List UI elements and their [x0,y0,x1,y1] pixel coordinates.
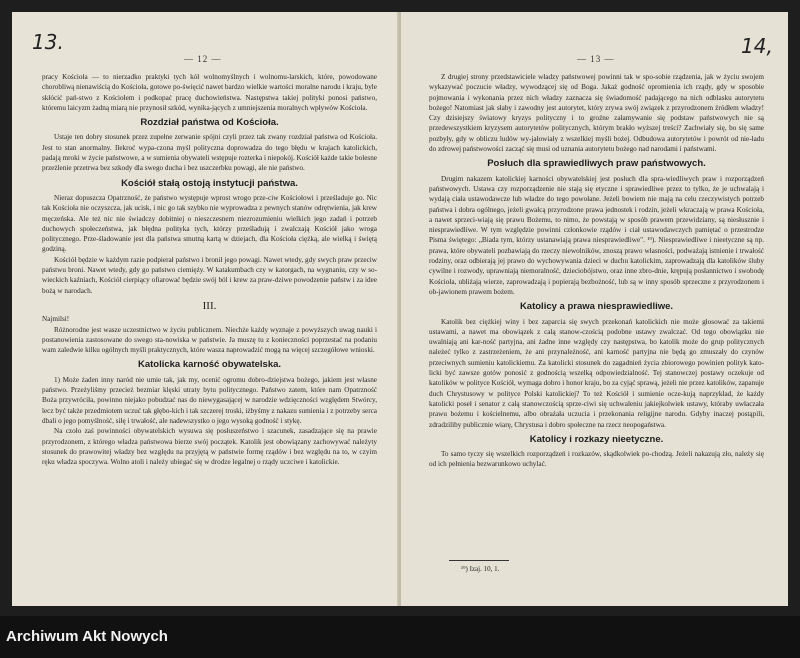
page-number: — 12 — [184,54,222,64]
paragraph: To samo tyczy się wszelkich rozporządzeń i rozkazów, skądkolwiek po-chodzą. Jeżeli nakazują zło, należy się od ich pełnienia bezwarunkowo uchylać. [429,450,764,469]
paragraph: Ustaje ten dobry stosunek przez zupełne zerwanie spójni czyli przez tak zwany rozdział państwa od Kościoła. Jest to stan anormalny. Ilekroć wypa-czona myśl polityczna doprowadza do tego błędu w krajach katolickich, padają mroki w życie państwowe, a w sumienia obywateli wstępuje rozterka i niepokój. Kościół każde takie bolesne przeżlenie przetrwa bez szkody dla swego ducha i bez uszczerbku powagi, ale nie państwo. [42,133,377,173]
section-heading: Kościół stałą ostoją instytucji państwa. [121,177,298,189]
page-number: — 13 — [577,54,615,64]
section-heading: Katolicy i rozkazy nieetyczne. [529,433,664,445]
paragraph: Różnorodne jest wasze uczestnictwo w życiu publicznem. Niechże każdy wyznaje z powyższych uwag nauki i postanowienia zastosowane do swego sta-nowiska w państwie. Ja muszę tu z konieczności poprzestać na podaniu wam zaledwie kilku ogólnych myśli praktycznych, które wasza naprowadzić mogą na więcej szczegółowe wnioski. [42,325,377,355]
paragraph: Z drugiej strony przedstawiciele władzy państwowej powinni tak w spo-sobie rządzenia, jak w życiu swojem wykazywać poczucie władzy, wywodzącej się od Boga. Jakaż godność opromienia ich rządy, gdy w sposobie pojmowania i wykonania przez nich władzy zaznacza się świadomość padającego na nich odblasku autorytetu bożego! Natomiast jak słaby i zawodny jest autorytet, który zrywa swój związek z przyrodzonem źródłem władzy! Czy dzisiejszy światowy kryzys polityczny i to groźne załamywanie się podstaw państwowych nie są przedewszystkiem kryzysem autorytetów politycznych, którym brakło wyższej treści? Zachwiały się, bo się same pozbyły, gdy w obliczu ludów wy-jałowiały z wszelkiej myśli bożej. Odbudowa autorytetów i powrót od nie-ładu do zdrowej państwowości zacząć się musi od uznania autorytetu bożego nad narodami i państwami. [429,73,764,154]
document-spread [12,12,788,606]
paragraph: pracy Kościoła — to nierzadko praktyki tych kół wolnomyślnych i wolnomu-larskich, które, powodowane chorobliwą nienawiścią do Kościoła, gotowe po-święcić nawet bardzo wielkie wartości moralne narodu i kraju, byle skłócić pań-stwo z Kościołem i podkopać pracę duchowieństwa. Następstwa takiej polityki ponosi państwo, któremu laicyzm żadną miarą nie przynosił szkód, wynika-jących z umniejszenia moralnych wpływów Kościoła. [42,73,377,112]
handwritten-page-number: 13. [32,30,64,54]
handwritten-page-number: 14, [741,34,773,58]
paragraph: Kościół będzie w każdym razie podpierał państwo i bronił jego powagi. Nawet wtedy, gdy swych praw przeciw państwu broni. Nawet wtedy, gdy go państwo ciemięży. W katakumbach czy w katorgach, na wygnaniu, czy w so-wieckich kaźniach, Kościół cierpiący ofiarować będzie swój ból i krew za praw-dziwe powodzenie państw i za idee bożą w narodach. [42,255,377,295]
paragraph: Katolik bez ciężkiej winy i bez zaparcia się swych przekonań katolickich nie może głosować za takiemi ustawami, a nawet ma obowiązek z całą stanow-czością podobne ustawy zwalczać. Od tego obowiązku nie uwalniają ani kar-ność partyjna, ani żadne inne względy czy następstwa, bo katolik może do grup politycznych należeć tylko z zastrzeżeniem, że ani przynależność, ani karność partyjna nie będą go zmuszały do czynów przeciwnych sumieniu katolickiemu. Za katolicki stosunek do zagadnień życia zbiorowego powinien polityk kato-licki być zawsze gotów ponosić z godnością wszelką odpowiedzialność. Tej stanowczej postawy oczekuje od katolików w polityce Kościół, wymaga dobro i honor kraju, bo za cyjąć sprawą, jeżeli nie przez katolików, zapanuje duch Chrystusowy w polityce Polski katolickiej? To też Kościół i sumienie ocze-kują naprzykład, że każdy katolicki poseł i senator z całą stanowczością sprze-ciwi się uchwaleniu jakiejkolwiek ustawy, któraby uwłaczała prawu bożemu i kościelnemu, albo obrażała uczucia i przekonania religijne narodu. Gdyby inaczej postąpili, zdradziliby publicznie wiarę, Chrystusa i dobro społeczne na rzecz neopogaństwa. [429,317,764,429]
section-heading: Posłuch dla sprawiedliwych praw państwowych. [487,158,706,170]
right-page-body [429,72,764,470]
left-page-body [42,72,377,467]
right-page [401,12,788,606]
paragraph: Nieraz dopuszcza Opatrzność, że państwo występuje wprost wrogo prze-ciw Kościołowi i prześladuje go. Nic tak Kościoła nie oczyszcza, jak ucisk, i nic go tak szybko nie wyprowadza z pewnych stanów odrętwienia, jak krew męczeńska. Ale też nic nie świadczy dobitniej o nieszczesnem niezrozumieniu wielkich jego zadań i potrzeb duchowych społeczeństwa, jak błędna polityka tych, którzy prześladują i zwalczają Kościół jako wroga politycznego. Prze-śladowanie jest dla państwa smutną kartą w dziejach, dla Kościoła ciężką, ale wielką i świętą godziną. [42,193,377,254]
section-heading: Katolicka karność obywatelska. [137,359,282,371]
section-heading: Rozdział państwa od Kościoła. [140,117,279,129]
archive-label: Archiwum Akt Nowych [6,628,168,645]
paragraph: Na czoło zaś powinności obywatelskich wysuwa się posłuszeństwo i szacunek, zasadzające się na prawie przyrodzonem, z którego władza państwowa bierze swój początek. Katolik jest obowiązany zachowywać należyty stosunek do prawowitej władzy bez względu na przyjętą w państwie formę rządów i bez względu na to, w czyim ręku władza spoczywa. Wolno atoli i należy ubiegać się w drodze legalnej o rządy uczciwe i katolickie. [42,427,377,467]
section-number: III. [202,299,217,312]
footnote: ¹⁹) Izaj. 10, 1. [461,565,500,573]
section-heading: Katolicy a prawa niesprawiedliwe. [519,301,674,313]
paragraph: 1) Może żaden inny naród nie umie tak, jak my, ocenić ogromu dobro-dziejstwa bożego, jakiem jest własne państwo. Przeżyliśmy przecież bezmiar klęski utraty bytu politycznego. Państwo zatem, które nam Opatrzność Boża przywróciła, powinno niejako pobudzać nas do niewygasającej w narodzie wdzięczności względem Stwórcy, lecz być także przedmiotem uczuć tak głębo-kich i tak szczerej troski, iżbyśmy z nakazu sumienia i z potrzeby serca dbali o jego pomyślność, siłę i trwałość, ale nadewszystko o jego wysoką godność i stykę. [42,375,377,425]
footnote-divider [449,560,509,561]
left-page [12,12,399,606]
paragraph: Drugim nakazem katolickiej karności obywatelskiej jest posłuch dla spra-wiedliwych praw i rozporządzeń państwowych. Ustawa czy rozporządzenie nie stają się etyczne i sprawiedliwe przez to tylko, że je uchwalają i wydają ciała ustawodawcze lub władze do tego powołane. Jeżeli bowiem nie mają na celu rzeczywistych potrzeb państwa i dobra ogólnego, jeżeli gwałcą przyrodzone prawa jednostek i rodzin, jeżeli wkraczają w prawa Kościoła, a nawet sprzeci-wiają się prawu Bożemu, to nimo, że powstają w sposób prawem przewidziany, są niesłusznie i niesprawiedliwe. W tym względzie powinni członkowie rządów i ciał ustawodawczych pamiętać o przestrodze Pisma świętego: „Biada tym, którzy ustanawiają prawa niesprawiedliwe". ¹⁹). Niesprawiedliwe i nieetyczne są np. prawa, które obywateli pozbawiają do rzeczy niewolników, znoszą prawo własności, podważają istnienie i trwałość rodziny, oraz odbierają jej prawo do wychowywania dzieci w duchu katolickim, zaprowadzają dla katolików śluby cywilne i rozwody, uprawniają niemoralność, dzieciobójstwo, oraz inne zbro-dnie, krępują posłannictwo i swobodę Kościoła, ubliżają wierze, zaprowadzają i popierają bezbożność, lub są w inny sposób sprzeczne z przyrodzonem i ob-jawionem prawem bożem. [429,174,764,296]
paragraph: Najmilsi! [42,315,70,324]
